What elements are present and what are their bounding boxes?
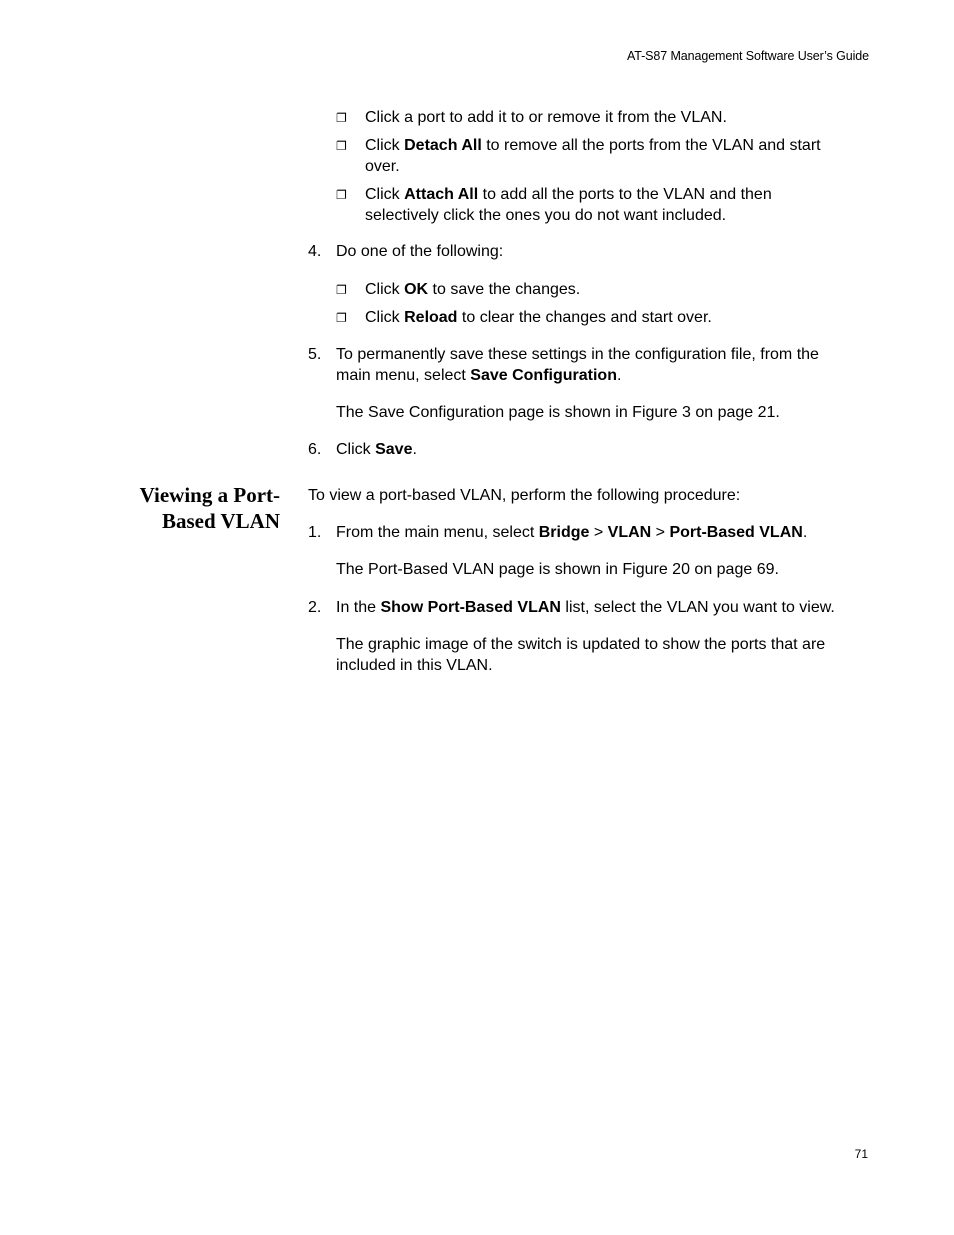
bullet-text: Click Detach All to remove all the ports from the VLAN and start over. <box>365 137 821 175</box>
step-note: The Port-Based VLAN page is shown in Figure 20 on page 69. <box>336 561 779 578</box>
bullet-icon: ❐ <box>336 188 347 202</box>
step-text: To permanently save these settings in the configuration file, from the main menu, select Save Configuration. <box>336 346 819 384</box>
bullet-text: Click a port to add it to or remove it from the VLAN. <box>365 109 727 126</box>
step-number: 6. <box>308 441 322 458</box>
section-title: Viewing a Port- Based VLAN <box>139 483 280 533</box>
step-number: 5. <box>308 346 322 363</box>
section-intro: To view a port-based VLAN, perform the following procedure: <box>308 487 741 504</box>
running-header: AT-S87 Management Software User’s Guide <box>626 49 869 63</box>
step-text: From the main menu, select Bridge > VLAN > Port-Based VLAN. <box>336 524 808 541</box>
bullet-text: Click Attach All to add all the ports to the VLAN and then selectively click the ones you do not want included. <box>365 186 772 224</box>
bullet-text: Click OK to save the changes. <box>365 281 581 298</box>
step-number: 1. <box>308 524 322 541</box>
bullet-icon: ❐ <box>336 139 347 153</box>
bullet-icon: ❐ <box>336 111 347 125</box>
step-note: The Save Configuration page is shown in Figure 3 on page 21. <box>336 404 780 421</box>
bullet-icon: ❐ <box>336 311 347 325</box>
step-number: 4. <box>308 243 322 260</box>
step-text: Do one of the following: <box>336 243 504 260</box>
step-text: In the Show Port-Based VLAN list, select the VLAN you want to view. <box>336 599 835 616</box>
bullet-text: Click Reload to clear the changes and start over. <box>365 309 712 326</box>
step-text: Click Save. <box>336 441 417 458</box>
page-number: 71 <box>854 1147 868 1161</box>
step-note: The graphic image of the switch is updated to show the ports that are included in this VLAN. <box>336 636 826 674</box>
step-number: 2. <box>308 599 322 616</box>
bullet-icon: ❐ <box>336 283 347 297</box>
